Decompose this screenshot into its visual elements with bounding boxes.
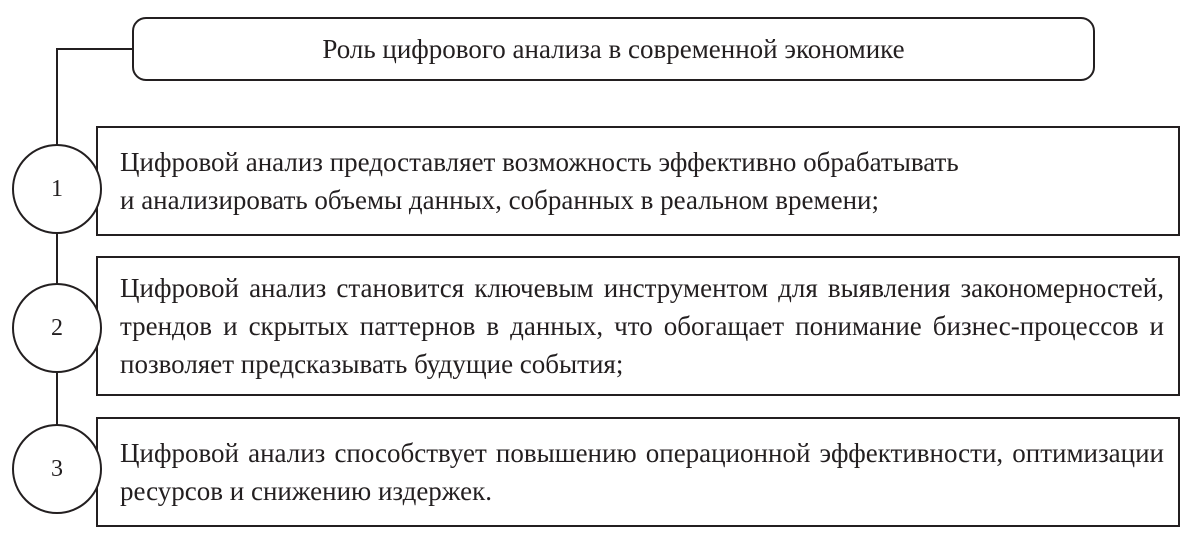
diagram-title-box [132,17,1095,81]
item-box-3 [96,417,1180,527]
number-circle-3 [12,424,102,514]
item-text-2: Цифровой анализ становится ключевым инструментом для выявления закономерностей, трендов и скрытых паттернов в данных, что обогащает понимание бизнес-процессов и позволяет предсказывать будущие события; [120,273,1164,379]
connector-vertical [56,48,58,488]
item-box-1 [96,126,1180,236]
number-label-2: 2 [51,314,63,341]
item-text-1: Цифровой анализ предоставляет возможность эффективно обрабатывать и анализировать объемы данных, собранных в реальном времени; [120,147,959,215]
diagram-title: Роль цифрового анализа в современной экономике [322,33,905,64]
item-text-3: Цифровой анализ способствует повышению операционной эффективности, оптимизации ресурсов и снижению издержек. [120,438,1164,506]
item-box-2 [96,256,1180,396]
number-label-1: 1 [51,175,63,202]
number-circle-1 [12,144,102,234]
number-label-3: 3 [51,455,63,482]
connector-horizontal [56,48,133,50]
number-circle-2 [12,283,102,373]
